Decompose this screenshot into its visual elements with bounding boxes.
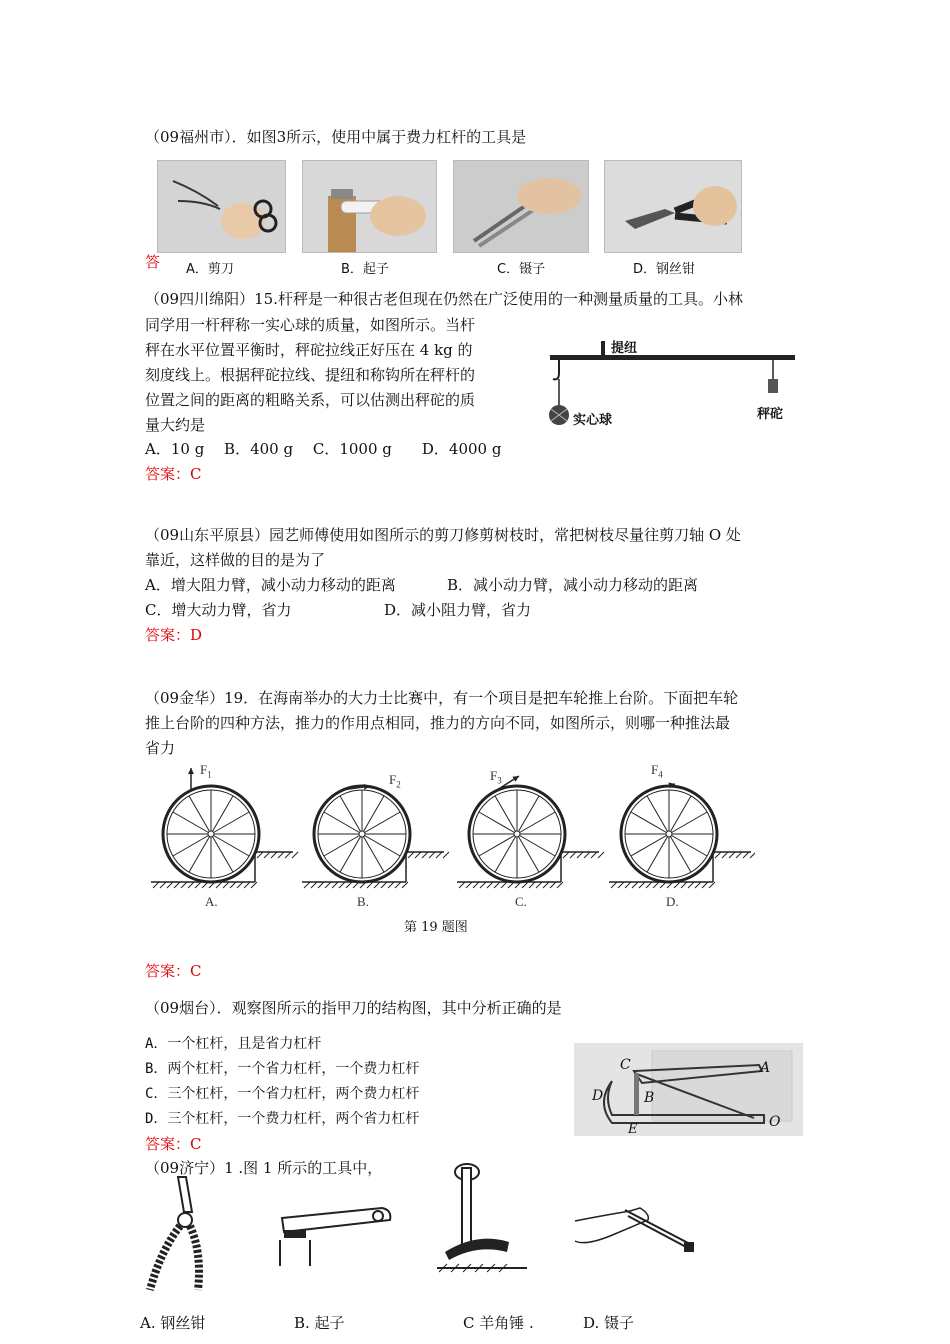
ground-hatch-b (381, 882, 387, 888)
wheel-spoke-c (517, 796, 539, 834)
step-hatch-b (429, 852, 435, 858)
step-hatch-c (563, 852, 569, 858)
step-a (255, 852, 293, 882)
q1-option-b: B．起子 (341, 262, 389, 277)
wheel-spoke-b (324, 834, 362, 856)
clipper-label-a: A (760, 1060, 771, 1076)
ground-hatch-d (618, 882, 624, 888)
q2-line-4: 刻度线上。根据秤砣拉线、提纽和称钩所在秤杆的 (145, 366, 476, 384)
ground-hatch-c (487, 882, 493, 888)
wheel-spoke-a (211, 796, 233, 834)
clipper-label-c: C (620, 1057, 631, 1073)
step-hatch-d (722, 852, 728, 858)
scissors-photo (157, 160, 286, 253)
step-hatch-a (271, 852, 277, 858)
q1-option-c: C．镊子 (497, 262, 546, 277)
wheel-spoke-c (479, 834, 517, 856)
wheel-hub-c (514, 831, 520, 837)
step-hatch-c (591, 852, 597, 858)
q2-line-3: 秤在水平位置平衡时，秤砣拉线正好压在 4 kg 的 (145, 341, 473, 359)
ground-hatch-c (480, 882, 486, 888)
pliers-drawing (140, 1172, 220, 1297)
ground-hatch-b (332, 882, 338, 888)
step-hatch-c (598, 852, 604, 858)
ground-hatch-d (709, 882, 715, 888)
ground-hatch-a (230, 882, 236, 888)
ground-hatch-c (459, 882, 465, 888)
steelyard-ball-label: 实心球 (573, 413, 613, 428)
clipper-label-o: O (769, 1114, 781, 1130)
q3-option-c: C．增大动力臂，省力 (145, 601, 292, 619)
step-hatch-b (436, 852, 442, 858)
q2-line-5: 位置之间的距离的粗略关系，可以估测出秤砣的质 (145, 391, 476, 409)
bottle-opener-photo (302, 160, 437, 253)
q1-question: （09福州市）．如图3所示，使用中属于费力杠杆的工具是 (145, 128, 527, 146)
q1-answer-fragment: 答 (145, 253, 161, 271)
force-arrowhead-1 (188, 768, 194, 774)
ground-hatch-b (325, 882, 331, 888)
step-hatch-a (257, 852, 263, 858)
ground-hatch-b (388, 882, 394, 888)
step-hatch-d (743, 852, 749, 858)
step-d (713, 852, 751, 882)
ground-hatch-a (153, 882, 159, 888)
force-label-4: $F_4$ (651, 762, 663, 780)
step-hatch-d (750, 852, 755, 858)
ground-hatch-b (402, 882, 408, 888)
ground-hatch-b (374, 882, 380, 888)
q6-option-b: B. 起子 (294, 1314, 345, 1332)
ground-hatch-a (181, 882, 187, 888)
pliers-photo (604, 160, 742, 253)
ground-hatch-b (339, 882, 345, 888)
step-hatch-d (729, 852, 735, 858)
ground-hatch-c (466, 882, 472, 888)
q4-line-1: （09金华）19．在海南举办的大力士比赛中，有一个项目是把车轮推上台阶。下面把车轮 (145, 689, 739, 707)
ground-hatch-a (237, 882, 243, 888)
wheel-spoke-a (211, 812, 249, 834)
ground-hatch-d (653, 882, 659, 888)
step-hatch-a (292, 852, 298, 858)
tweezers-drawing (570, 1196, 700, 1258)
force-label-2: $F_2$ (389, 772, 401, 790)
wheel-spoke-b (362, 834, 400, 856)
wheel-spoke-c (517, 834, 555, 856)
ground-hatch-c (536, 882, 542, 888)
ground-hatch-b (304, 882, 310, 888)
wheel-spoke-a (211, 834, 233, 872)
q1-option-a: A．剪刀 (186, 262, 234, 277)
step-hatch-a (285, 852, 291, 858)
ground-hatch-b (318, 882, 324, 888)
wheel-spoke-d (631, 834, 669, 856)
wheel-spoke-a (189, 796, 211, 834)
step-hatch-a (278, 852, 284, 858)
wheel-spoke-d (669, 796, 691, 834)
nail-clipper-figure (574, 1043, 803, 1136)
wheel-spoke-c (517, 812, 555, 834)
q3-option-d: D．减小阻力臂，省力 (384, 601, 532, 619)
q2-line-6: 量大约是 (145, 416, 206, 434)
ground-hatch-a (174, 882, 180, 888)
ground-hatch-a (188, 882, 194, 888)
tweezers-photo (453, 160, 589, 253)
ground-hatch-c (557, 882, 563, 888)
wheel-spoke-b (362, 796, 384, 834)
wheel-hub-b (359, 831, 365, 837)
wheel-figure-caption: 第 19 题图 (404, 920, 468, 935)
q6-option-c: C 羊角锤 . (463, 1314, 534, 1332)
q6-question: （09济宁）1 .图 1 所示的工具中， (145, 1159, 383, 1177)
ground-hatch-a (160, 882, 166, 888)
q3-line-1: （09山东平原县）园艺师傅使用如图所示的剪刀修剪树枝时，常把树枝尽量往剪刀轴 O 处 (145, 526, 741, 544)
q2-answer: 答案：C (145, 465, 202, 483)
wheel-spoke-b (340, 796, 362, 834)
q5-option-a: A．一个杠杆，且是省力杠杆 (145, 1036, 322, 1052)
q3-option-a: A．增大阻力臂，减小动力移动的距离 (145, 576, 396, 594)
q5-option-c: C．三个杠杆，一个省力杠杆，两个费力杠杆 (145, 1086, 420, 1102)
wheel-caption-c: C. (515, 894, 527, 909)
ground-hatch-a (251, 882, 257, 888)
q6-option-a: A. 钢丝钳 (140, 1314, 206, 1332)
q5-question: （09烟台）．观察图所示的指甲刀的结构图，其中分析正确的是 (145, 999, 562, 1017)
step-hatch-c (584, 852, 590, 858)
clipper-label-b: B (644, 1090, 655, 1106)
wheel-spoke-d (669, 834, 691, 872)
ground-hatch-a (195, 882, 201, 888)
q4-line-2: 推上台阶的四种方法，推力的作用点相同，推力的方向不同，如图所示，则哪一种推法最 (145, 714, 731, 732)
wheel-spoke-b (362, 812, 400, 834)
wheel-spoke-a (211, 834, 249, 856)
q5-answer: 答案：C (145, 1135, 202, 1153)
wheel-caption-d: D. (666, 894, 679, 909)
force-label-1: $F_1$ (200, 762, 212, 780)
ground-hatch-a (223, 882, 229, 888)
ground-hatch-d (625, 882, 631, 888)
wheel-spoke-d (669, 812, 707, 834)
q2-line-2: 同学用一杆秤称一实心球的质量，如图所示。当杆 (145, 316, 476, 334)
wheel-spoke-a (189, 834, 211, 872)
wheel-caption-b: B. (357, 894, 369, 909)
opener-drawing (272, 1196, 397, 1266)
ground-hatch-c (550, 882, 556, 888)
wheel-spoke-b (362, 834, 384, 872)
q4-answer: 答案：C (145, 962, 202, 980)
q3-option-b: B．减小动力臂，减小动力移动的距离 (447, 576, 699, 594)
step-hatch-b (443, 852, 449, 858)
q3-answer: 答案：D (145, 626, 203, 644)
q2-line-1: （09四川绵阳）15.杆秤是一种很古老但现在仍然在广泛使用的一种测量质量的工具。小林 (145, 290, 743, 308)
ground-hatch-b (311, 882, 317, 888)
ground-hatch-d (702, 882, 708, 888)
wheel-spoke-a (173, 812, 211, 834)
ground-hatch-d (639, 882, 645, 888)
steelyard-knob-label: 提纽 (611, 341, 638, 356)
step-c (561, 852, 599, 882)
clipper-label-d: D (592, 1088, 604, 1104)
ground-hatch-d (646, 882, 652, 888)
wheel-figure (145, 760, 755, 910)
ground-hatch-c (543, 882, 549, 888)
ground-hatch-c (529, 882, 535, 888)
wheel-spoke-a (173, 834, 211, 856)
claw-hammer-drawing (437, 1160, 527, 1276)
ground-hatch-d (695, 882, 701, 888)
ground-hatch-a (244, 882, 250, 888)
step-hatch-d (715, 852, 721, 858)
q5-option-d: D．三个杠杆，一个费力杠杆，两个省力杠杆 (145, 1111, 420, 1127)
step-b (406, 852, 444, 882)
step-hatch-b (408, 852, 414, 858)
ground-hatch-d (632, 882, 638, 888)
steelyard-figure (545, 333, 800, 433)
ground-hatch-c (501, 882, 507, 888)
q2-options: A．10 g B．400 g C．1000 g D．4000 g (145, 440, 502, 458)
step-hatch-c (577, 852, 583, 858)
steelyard-weight-label: 秤砣 (757, 407, 784, 422)
q4-line-3: 省力 (145, 739, 176, 757)
wheel-spoke-b (340, 834, 362, 872)
wheel-spoke-c (495, 796, 517, 834)
wheel-spoke-d (647, 834, 669, 872)
ground-hatch-d (688, 882, 694, 888)
ground-hatch-c (494, 882, 500, 888)
wheel-spoke-d (647, 796, 669, 834)
ground-hatch-b (346, 882, 352, 888)
step-hatch-b (415, 852, 421, 858)
wheel-spoke-c (495, 834, 517, 872)
ground-hatch-a (167, 882, 173, 888)
wheel-hub-d (666, 831, 672, 837)
step-hatch-b (422, 852, 428, 858)
wheel-caption-a: A. (205, 894, 218, 909)
step-hatch-c (570, 852, 576, 858)
wheel-spoke-d (631, 812, 669, 834)
step-hatch-a (264, 852, 270, 858)
wheel-spoke-b (324, 812, 362, 834)
q6-option-d: D. 镊子 (583, 1314, 635, 1332)
wheel-hub-a (208, 831, 214, 837)
wheel-spoke-d (669, 834, 707, 856)
ground-hatch-c (473, 882, 479, 888)
clipper-label-e: E (628, 1122, 638, 1137)
ground-hatch-d (611, 882, 617, 888)
wheel-spoke-c (517, 834, 539, 872)
ground-hatch-d (681, 882, 687, 888)
wheel-spoke-c (479, 812, 517, 834)
ground-hatch-b (395, 882, 401, 888)
q1-option-d: D．钢丝钳 (633, 262, 696, 277)
q3-line-2: 靠近，这样做的目的是为了 (145, 551, 326, 569)
force-label-3: $F_3$ (490, 768, 502, 786)
q5-option-b: B．两个杠杆，一个省力杠杆，一个费力杠杆 (145, 1061, 420, 1077)
step-hatch-d (736, 852, 742, 858)
